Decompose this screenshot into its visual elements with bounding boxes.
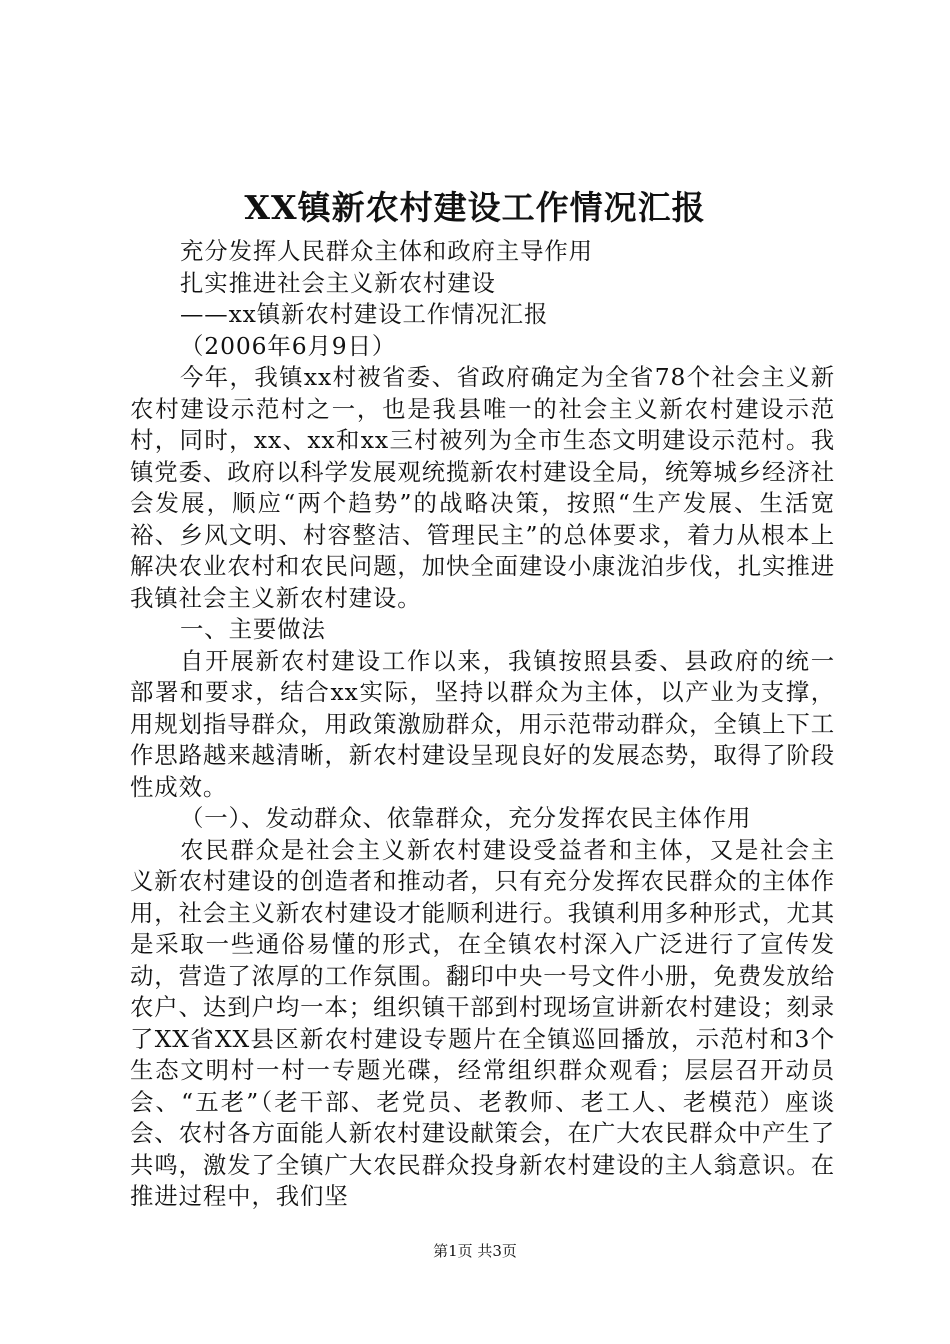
- paragraph-practices: 自开展新农村建设工作以来，我镇按照县委、县政府的统一部署和要求，结合xx实际，坚持以群众为主体，以产业为支撑，用规划指导群众，用政策激励群众，用示范带动群众，全镇上下工作思路越来越清晰，新农村建设呈现良好的发展态势，取得了阶段性成效。: [130, 646, 835, 801]
- section-heading-main-practices: 一、主要做法: [180, 615, 326, 643]
- subtitle-line-3: ——xx镇新农村建设工作情况汇报: [180, 300, 549, 328]
- document-title: XX镇新农村建设工作情况汇报: [244, 188, 706, 227]
- subtitle-line-2: 扎实推进社会主义新农村建设: [180, 268, 496, 297]
- subtitle-line-1: 充分发挥人民群众主体和政府主导作用: [180, 237, 593, 265]
- report-date: （2006年6月9日）: [180, 331, 397, 360]
- paragraph-intro: 今年，我镇xx村被省委、省政府确定为全省78个社会主义新农村建设示范村之一，也是我县唯一的社会主义新农村建设示范村，同时，xx、xx和xx三村被列为全市生态文明建设示范村。我镇党委、政府以科学发展观统揽新农村建设全局，统筹城乡经济社会发展，顺应“两个趋势”的战略决策，按照“生产发展、生活宽裕、乡风文明、村容整洁、管理民主”的总体要求，着力从根本上解决农业农村和农民问题，加快全面建设小康泷泊步伐，扎实推进我镇社会主义新农村建设。: [130, 363, 835, 612]
- subsection-heading-mobilize: （一）、发动群众、依靠群众，充分发挥农民主体作用: [180, 804, 752, 832]
- paragraph-mobilize: 农民群众是社会主义新农村建设受益者和主体，又是社会主义新农村建设的创造者和推动者，只有充分发挥农民群众的主体作用，社会主义新农村建设才能顺利进行。我镇利用多种形式，尤其是采取一些通俗易懂的形式，在全镇农村深入广泛进行了宣传发动，营造了浓厚的工作氛围。翻印中央一号文件小册，免费发放给农户、达到户均一本；组织镇干部到村现场宣讲新农村建设；刻录了XX省XX县区新农村建设专题片在全镇巡回播放，示范村和3个生态文明村一村一专题光碟，经常组织群众观看；层层召开动员会、“五老”（老干部、老党员、老教师、老工人、老模范）座谈会、农村各方面能人新农村建设献策会，在广大农民群众中产生了共鸣，激发了全镇广大农民群众投身新农村建设的主人翁意识。在推进过程中，我们坚: [130, 835, 835, 1210]
- page-footer: 第1页 共3页: [433, 1242, 517, 1260]
- document-body: [130, 236, 835, 1213]
